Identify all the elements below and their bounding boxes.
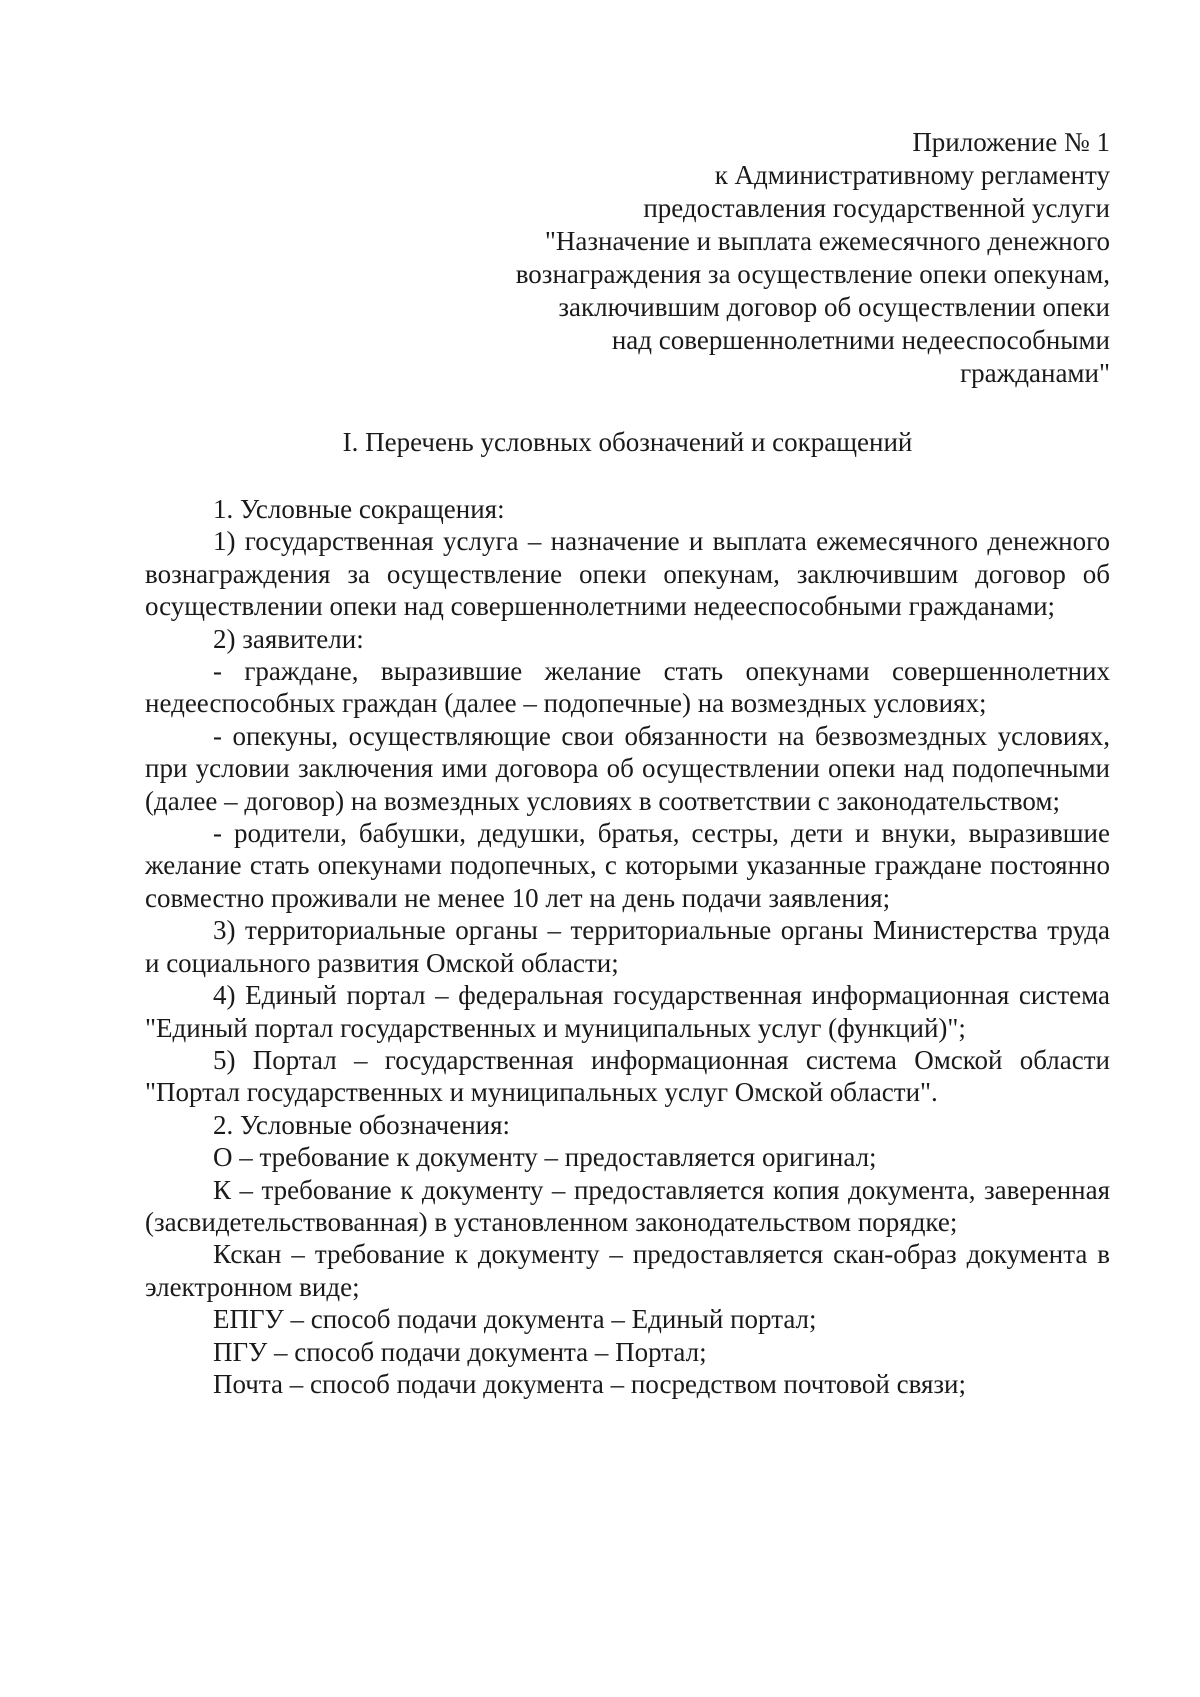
paragraph: ЕПГУ – способ подачи документа – Единый портал; (213, 1304, 817, 1335)
paragraph: - родители, бабушки, дедушки, братья, сестры, дети и внуки, выразившие желание стать опекунами подопечных, с которыми указанные граждане постоянно совместно проживали не менее 10 лет на день подачи заявления; (145, 818, 1110, 913)
paragraph: К – требование к документу – предоставляется копия документа, заверенная (засвидетельствованная) в установленном законодательством порядке; (145, 1174, 1110, 1237)
paragraph: - граждане, выразившие желание стать опекунами совершеннолетних недееспособных граждан (далее – подопечные) на возмездных условиях; (145, 656, 1110, 719)
appendix-header (420, 126, 1110, 390)
header-line: Приложение № 1 (912, 127, 1110, 157)
paragraph: 5) Портал – государственная информационная система Омской области "Портал государственных и муниципальных услуг Омской области". (145, 1044, 1110, 1108)
header-line: к Административному регламенту (714, 160, 1110, 190)
paragraph: 4) Единый портал – федеральная государственная информационная система "Единый портал государственных и муниципальных услуг (функций)"; (145, 980, 1110, 1043)
header-line: заключившим договор об осуществлении опеки (558, 292, 1110, 322)
paragraph: 3) территориальные органы – территориальные органы Министерства труда и социального развития Омской области; (145, 915, 1110, 978)
paragraph: Кскан – требование к документу – предоставляется скан-образ документа в электронном виде; (145, 1239, 1110, 1302)
paragraph: Почта – способ подачи документа – посредством почтовой связи; (213, 1368, 966, 1399)
paragraph: О – требование к документу – предоставляется оригинал; (213, 1142, 877, 1173)
paragraph: 2. Условные обозначения: (213, 1109, 511, 1140)
paragraph: 2) заявители: (213, 623, 364, 654)
section-title: I. Перечень условных обозначений и сокращений (342, 427, 913, 457)
paragraph: 1. Условные сокращения: (213, 494, 505, 524)
paragraph: ПГУ – способ подачи документа – Портал; (213, 1336, 707, 1367)
header-line: "Назначение и выплата ежемесячного денежного (544, 226, 1110, 256)
paragraph: 1) государственная услуга – назначение и выплата ежемесячного денежного вознаграждения за осуществление опеки опекунам, заключившим договор об осуществлении опеки над совершеннолетними недееспособными гражданами; (145, 526, 1110, 622)
header-line: гражданами" (960, 358, 1110, 388)
paragraph: - опекуны, осуществляющие свои обязанности на безвозмездных условиях, при условии заключения ими договора об осуществлении опеки над подопечными (далее – договор) на возмездных условиях в соответствии с законодательством; (145, 720, 1110, 816)
document-body (145, 493, 1110, 1400)
header-line: над совершеннолетними недееспособными (611, 325, 1110, 355)
header-line: предоставления государственной услуги (643, 193, 1110, 223)
header-line: вознаграждения за осуществление опеки опекунам, (515, 259, 1110, 289)
